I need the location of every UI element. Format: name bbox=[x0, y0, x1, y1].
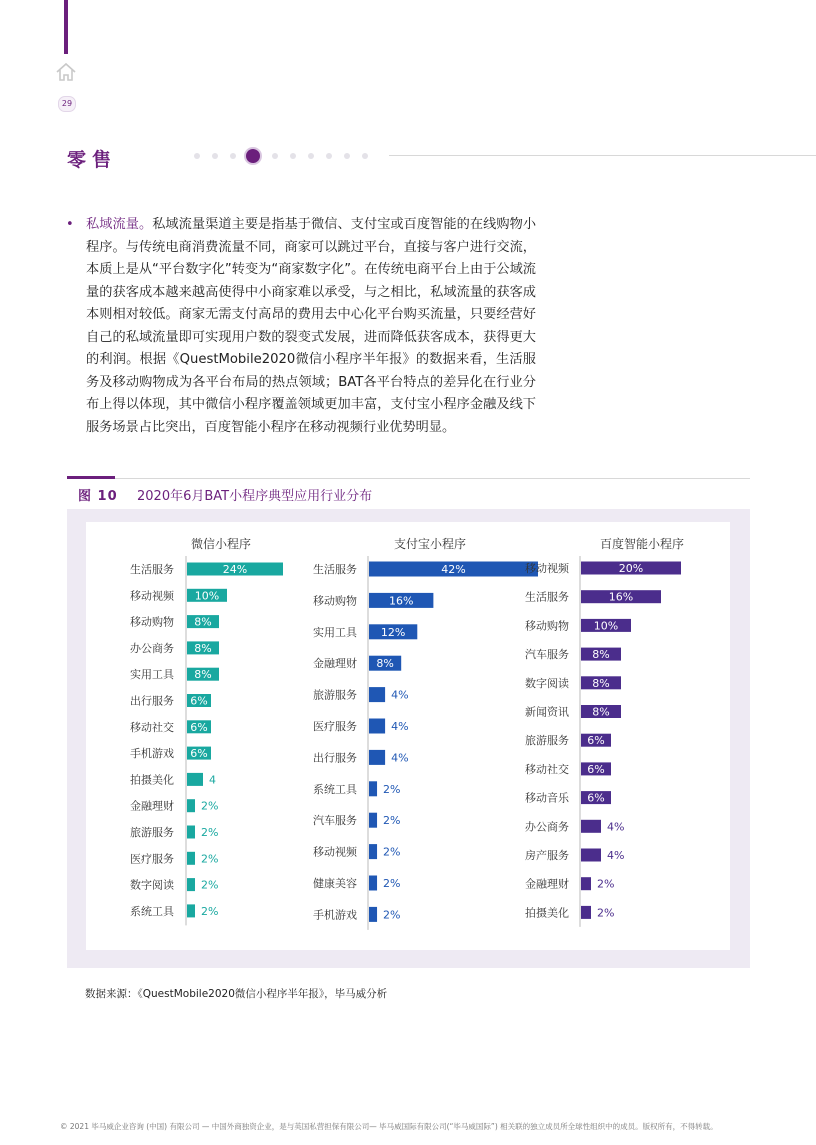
category-label: 办公商务 bbox=[525, 820, 569, 834]
bar bbox=[369, 687, 385, 702]
bar-value-label: 4% bbox=[391, 751, 409, 765]
bar-value-label: 16% bbox=[608, 590, 634, 604]
accent-bar bbox=[64, 0, 68, 54]
bar-value-label: 8% bbox=[376, 657, 394, 671]
figure-label: 图 10 bbox=[78, 489, 118, 504]
category-label: 旅游服务 bbox=[313, 688, 357, 702]
home-icon[interactable] bbox=[55, 61, 77, 83]
category-label: 移动音乐 bbox=[525, 791, 569, 805]
bullet-paragraph bbox=[66, 214, 536, 439]
category-label: 拍摄美化 bbox=[525, 906, 569, 920]
bar-chart bbox=[86, 522, 730, 950]
bar bbox=[369, 781, 377, 796]
bar-value-label: 4 bbox=[209, 773, 216, 787]
figure-header-accent bbox=[67, 476, 115, 479]
bar-value-label: 4% bbox=[391, 688, 409, 702]
bar-value-label: 6% bbox=[190, 747, 208, 761]
category-label: 移动社交 bbox=[130, 720, 174, 734]
bar-value-label: 20% bbox=[618, 562, 644, 575]
header-rule bbox=[389, 155, 816, 156]
category-label: 生活服务 bbox=[313, 563, 357, 576]
bar bbox=[187, 799, 195, 812]
panel-title: 百度智能小程序 bbox=[599, 537, 685, 551]
category-label: 办公商务 bbox=[130, 641, 174, 655]
category-label: 医疗服务 bbox=[130, 852, 174, 866]
bar-value-label: 4% bbox=[607, 849, 625, 862]
category-label: 医疗服务 bbox=[313, 720, 357, 733]
category-label: 生活服务 bbox=[525, 590, 569, 604]
bullet-text bbox=[86, 214, 536, 439]
progress-dot-active[interactable] bbox=[246, 149, 260, 163]
category-label: 新闻资讯 bbox=[525, 705, 569, 719]
bar bbox=[187, 852, 195, 865]
bullet-dot-icon: • bbox=[66, 217, 74, 232]
progress-dot[interactable] bbox=[230, 153, 236, 159]
progress-dot[interactable] bbox=[290, 153, 296, 159]
bar-value-label: 8% bbox=[592, 648, 610, 662]
bar-value-label: 10% bbox=[593, 619, 619, 633]
bar bbox=[581, 906, 591, 919]
footer-copyright: © 2021 毕马威企业咨询 (中国) 有限公司 — 中国外商独资企业，是与英国私营担保有限公司— 毕马威国际有限公司(“毕马威国际”) 相关联的独立成员所全球性组织中的成员。版权所有，不得转载。 bbox=[60, 1122, 718, 1131]
category-label: 出行服务 bbox=[313, 751, 357, 765]
bar-value-label: 2% bbox=[201, 904, 219, 918]
category-label: 金融理财 bbox=[525, 877, 569, 891]
bar-value-label: 12% bbox=[380, 625, 406, 639]
section-progress-dots bbox=[194, 149, 384, 163]
bullet-lead: 私域流量。 bbox=[86, 217, 153, 232]
bar bbox=[581, 849, 601, 862]
category-label: 系统工具 bbox=[313, 782, 357, 796]
category-label: 出行服务 bbox=[130, 694, 174, 708]
category-label: 健康美容 bbox=[313, 877, 357, 890]
bar bbox=[369, 876, 377, 891]
progress-dot[interactable] bbox=[344, 153, 350, 159]
progress-dot[interactable] bbox=[326, 153, 332, 159]
category-label: 移动视频 bbox=[313, 845, 357, 859]
bar-value-label: 6% bbox=[190, 720, 208, 734]
bar bbox=[581, 820, 601, 833]
progress-dot[interactable] bbox=[362, 153, 368, 159]
panel-title: 微信小程序 bbox=[190, 537, 252, 551]
bar-value-label: 2% bbox=[597, 906, 615, 920]
bar-value-label: 6% bbox=[587, 762, 605, 776]
category-label: 生活服务 bbox=[130, 563, 174, 576]
bar-value-label: 2% bbox=[383, 908, 401, 922]
category-label: 手机游戏 bbox=[130, 747, 174, 761]
bar bbox=[369, 844, 377, 859]
bar-value-label: 2% bbox=[383, 845, 401, 859]
category-label: 金融理财 bbox=[130, 799, 174, 813]
bar-value-label: 8% bbox=[592, 676, 610, 690]
bar-value-label: 10% bbox=[194, 589, 220, 603]
progress-dot[interactable] bbox=[212, 153, 218, 159]
bar-value-label: 2% bbox=[201, 878, 219, 892]
category-label: 旅游服务 bbox=[525, 734, 569, 748]
category-label: 移动视频 bbox=[130, 589, 174, 603]
bar-value-label: 2% bbox=[383, 877, 401, 890]
panel-title: 支付宝小程序 bbox=[393, 537, 467, 551]
source-note: 数据来源：《QuestMobile2020微信小程序半年报》，毕马威分析 bbox=[85, 988, 388, 1000]
bar-value-label: 24% bbox=[222, 563, 248, 576]
bar bbox=[369, 750, 385, 765]
bar bbox=[369, 813, 377, 828]
bar-value-label: 6% bbox=[587, 791, 605, 805]
category-label: 手机游戏 bbox=[313, 908, 357, 922]
progress-dot[interactable] bbox=[272, 153, 278, 159]
category-label: 拍摄美化 bbox=[130, 773, 174, 787]
category-label: 移动购物 bbox=[313, 594, 357, 608]
bar-value-label: 2% bbox=[383, 782, 401, 796]
bar-value-label: 2% bbox=[383, 814, 401, 828]
category-label: 汽车服务 bbox=[525, 648, 569, 662]
bar bbox=[369, 719, 385, 734]
figure-title: 2020年6月BAT小程序典型应用行业分布 bbox=[137, 489, 373, 504]
category-label: 移动社交 bbox=[525, 762, 569, 776]
bar-value-label: 16% bbox=[388, 594, 414, 608]
bar-value-label: 2% bbox=[201, 826, 219, 839]
category-label: 数字阅读 bbox=[130, 878, 174, 892]
bar-value-label: 6% bbox=[190, 694, 208, 708]
bar-value-label: 2% bbox=[201, 799, 219, 813]
category-label: 数字阅读 bbox=[525, 676, 569, 690]
bar bbox=[187, 826, 195, 839]
bar-value-label: 2% bbox=[597, 877, 615, 891]
bar-value-label: 8% bbox=[592, 705, 610, 719]
category-label: 金融理财 bbox=[313, 657, 357, 671]
category-label: 房产服务 bbox=[525, 849, 569, 862]
bar bbox=[187, 773, 203, 786]
bar bbox=[187, 878, 195, 891]
bar-value-label: 42% bbox=[441, 563, 466, 576]
bar-value-label: 8% bbox=[194, 615, 212, 629]
figure-header-rule bbox=[67, 478, 750, 479]
category-label: 汽车服务 bbox=[313, 814, 357, 828]
category-label: 旅游服务 bbox=[130, 826, 174, 839]
category-label: 系统工具 bbox=[130, 904, 174, 918]
bar-value-label: 6% bbox=[587, 734, 605, 748]
bar bbox=[187, 904, 195, 917]
bar-value-label: 4% bbox=[391, 720, 409, 733]
progress-dot[interactable] bbox=[194, 153, 200, 159]
category-label: 移动视频 bbox=[525, 562, 569, 575]
progress-dot[interactable] bbox=[308, 153, 314, 159]
category-label: 实用工具 bbox=[313, 625, 357, 639]
category-label: 移动购物 bbox=[130, 615, 174, 629]
category-label: 实用工具 bbox=[130, 668, 174, 682]
bullet-body: 私域流量渠道主要是指基于微信、支付宝或百度智能的在线购物小程序。与传统电商消费流量不同，商家可以跳过平台，直接与客户进行交流，本质上是从“平台数字化”转变为“商家数字化”。在传统电商平台上由于公域流量的获客成本越来越高使得中小商家难以承受，与之相比，私域流量的获客成本则相对较低。商家无需支付高昂的费用去中心化平台购买流量，只要经营好自己的私域流量即可实现用户数的裂变式发展，进而降低获客成本，获得更大的利润。根据《QuestMobile2020微信小程序半年报》的数据来看，生活服务及移动购物成为各平台布局的热点领域；BAT各平台特点的差异化在行业分布上得以体现，其中微信小程序覆盖领域更加丰富，支付宝小程序金融及线下服务场景占比突出，百度智能小程序在移动视频行业优势明显。 bbox=[86, 217, 537, 435]
bar-value-label: 8% bbox=[194, 641, 212, 655]
category-label: 移动购物 bbox=[525, 619, 569, 633]
page-number: 29 bbox=[58, 96, 76, 112]
bar bbox=[369, 907, 377, 922]
bar-value-label: 2% bbox=[201, 852, 219, 866]
bar-value-label: 8% bbox=[194, 668, 212, 682]
section-title: 零售 bbox=[67, 149, 118, 171]
bar bbox=[581, 877, 591, 890]
bar-value-label: 4% bbox=[607, 820, 625, 834]
